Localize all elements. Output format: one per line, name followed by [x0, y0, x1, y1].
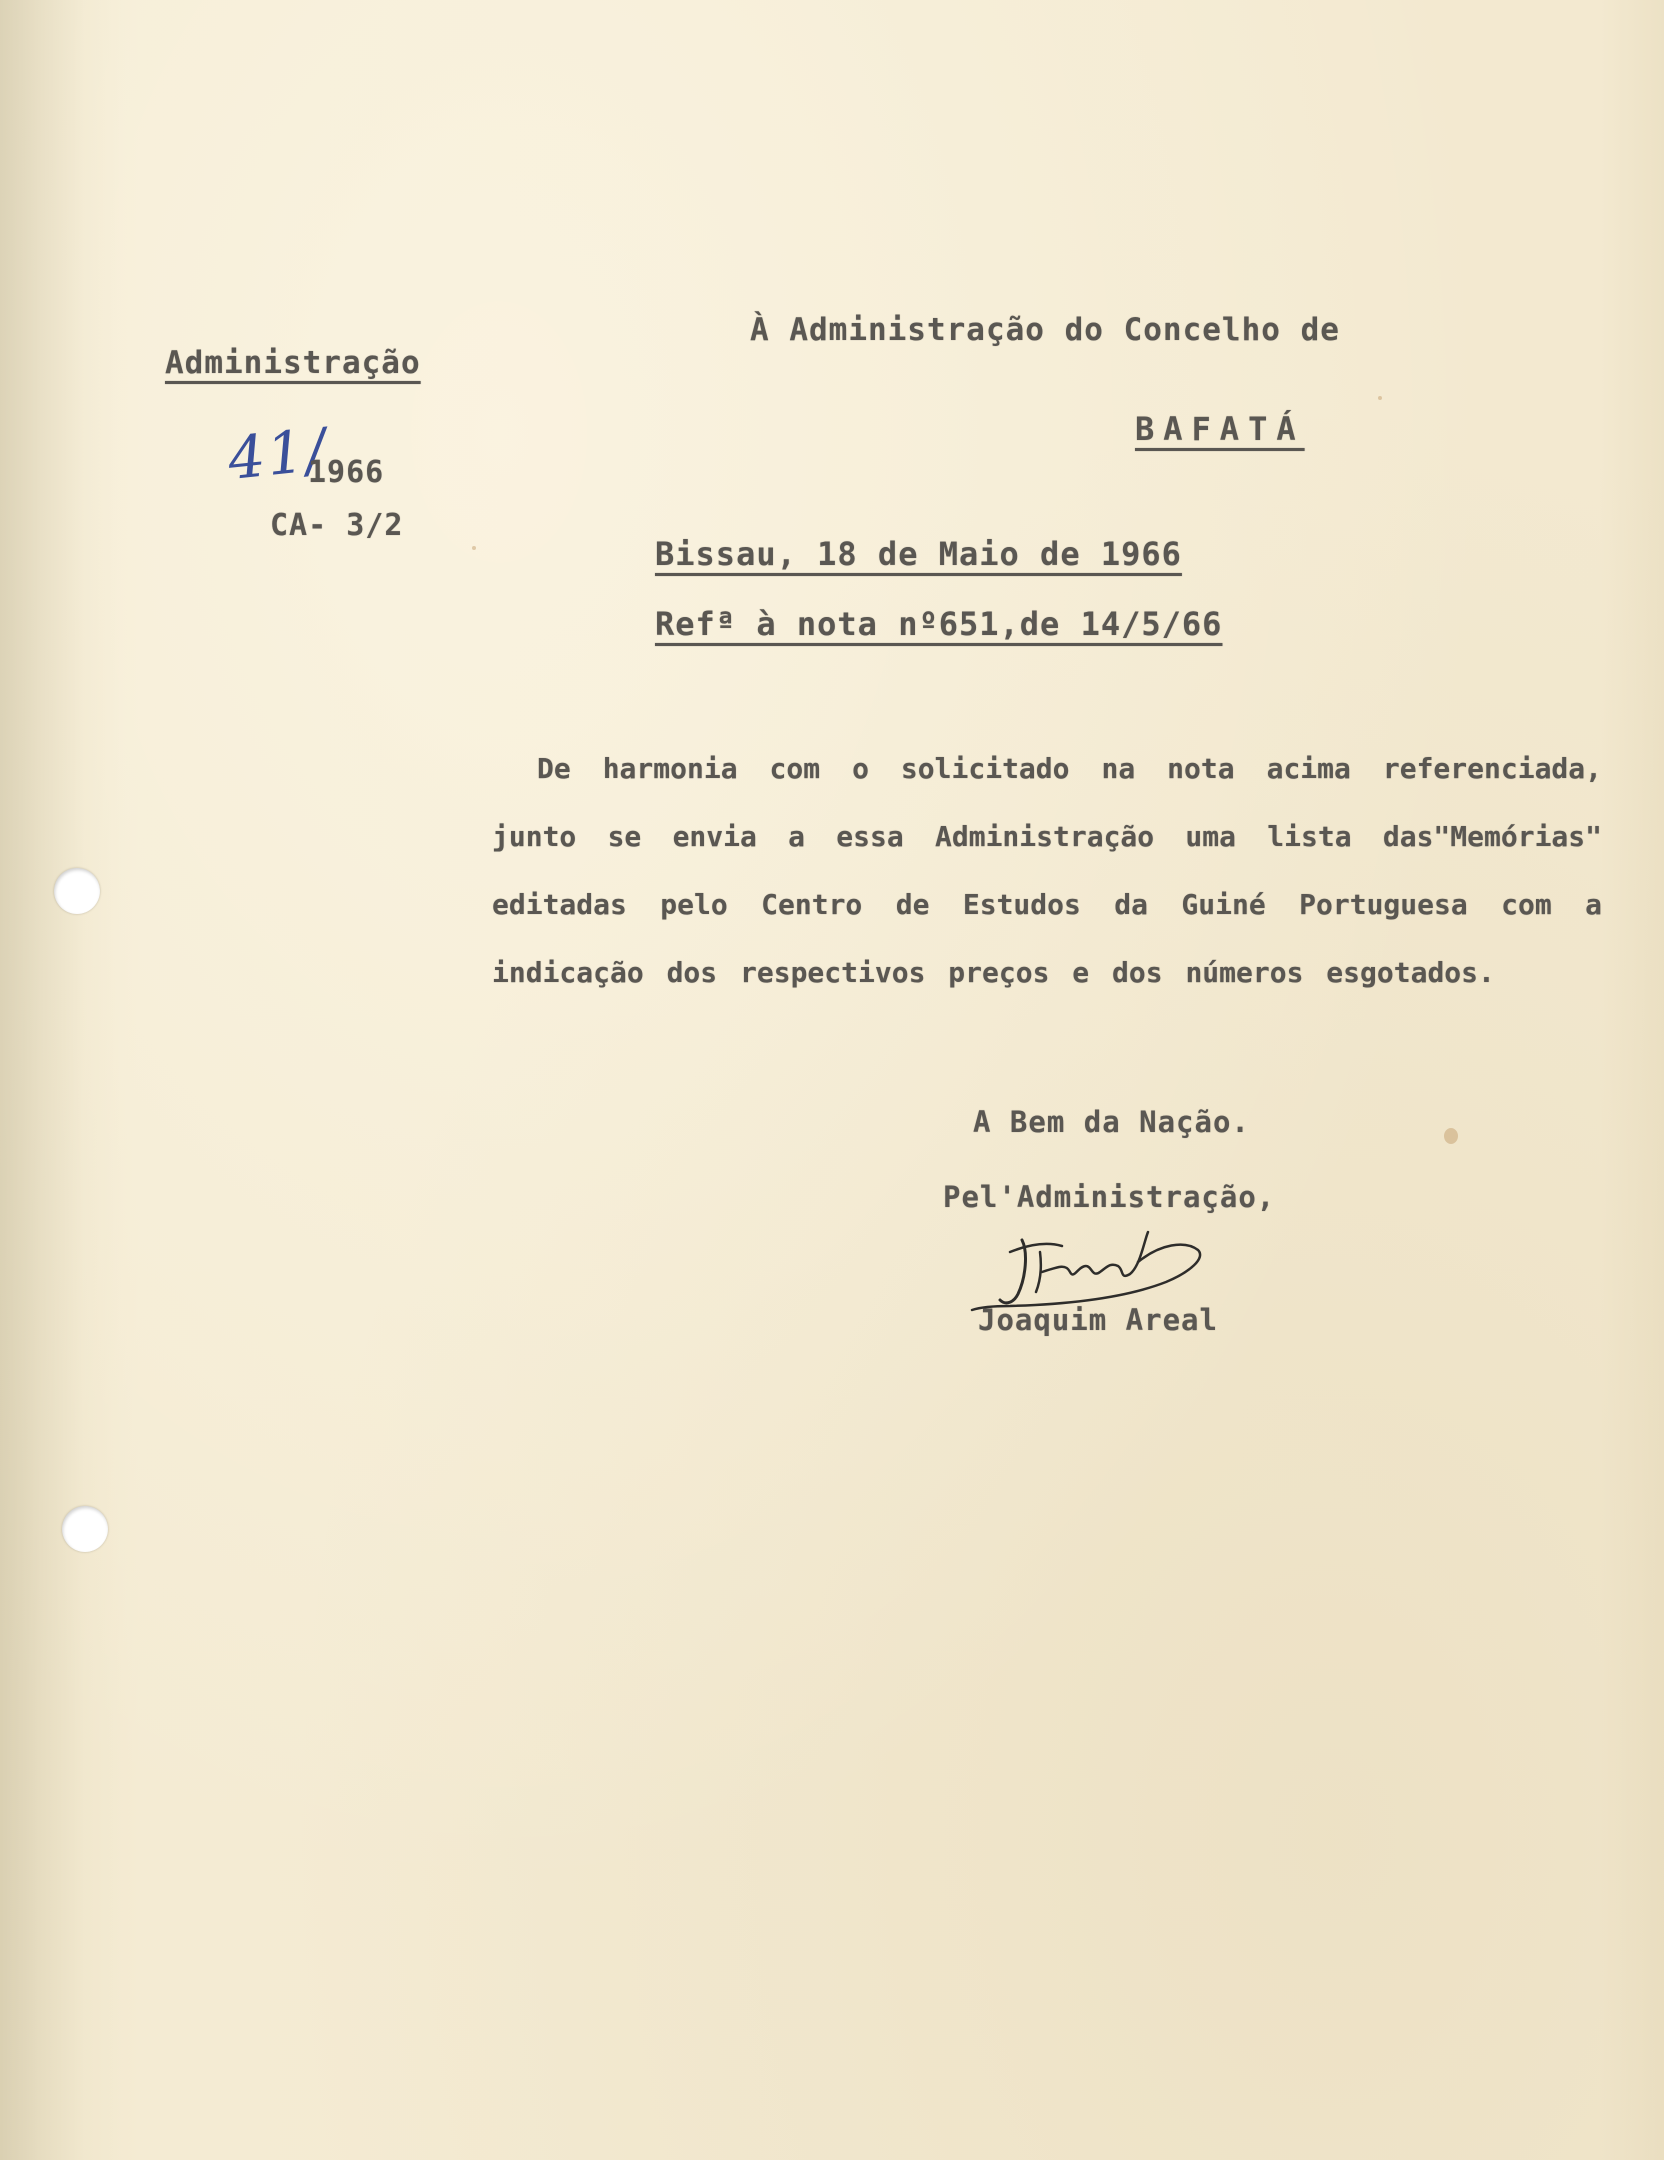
- punch-hole-bottom: [62, 1506, 108, 1552]
- paper-speck: [1378, 396, 1382, 400]
- date-line: Bissau, 18 de Maio de 1966: [655, 535, 1182, 573]
- closing-salutation: A Bem da Nação.: [973, 1105, 1250, 1139]
- addressee-city: BAFATÁ: [1135, 410, 1305, 448]
- reference-line: Refª à nota nº651,de 14/5/66: [655, 605, 1223, 643]
- sender-organization: Administração: [165, 345, 421, 381]
- closing-by: Pel'Administração,: [943, 1180, 1276, 1214]
- addressee-line: À Administração do Concelho de: [750, 312, 1340, 348]
- letter-body: De harmonia com o solicitado na nota acima referenciada, junto se envia a essa Administração uma lista das"Memórias" editadas pelo Centro de Estudos da Guiné Portuguesa com a indicação dos respectivos preços e dos números esgotados.: [492, 752, 1602, 989]
- registry-code: CA- 3/2: [270, 508, 404, 543]
- page-edge-shadow: [0, 0, 120, 2160]
- registry-year: 1966: [308, 455, 385, 490]
- paper-stain: [1444, 1128, 1458, 1144]
- punch-hole-top: [54, 868, 100, 914]
- signer-name: Joaquim Areal: [978, 1303, 1218, 1337]
- registry-number-handwritten: 41/: [224, 414, 331, 494]
- paper-speck: [472, 546, 476, 550]
